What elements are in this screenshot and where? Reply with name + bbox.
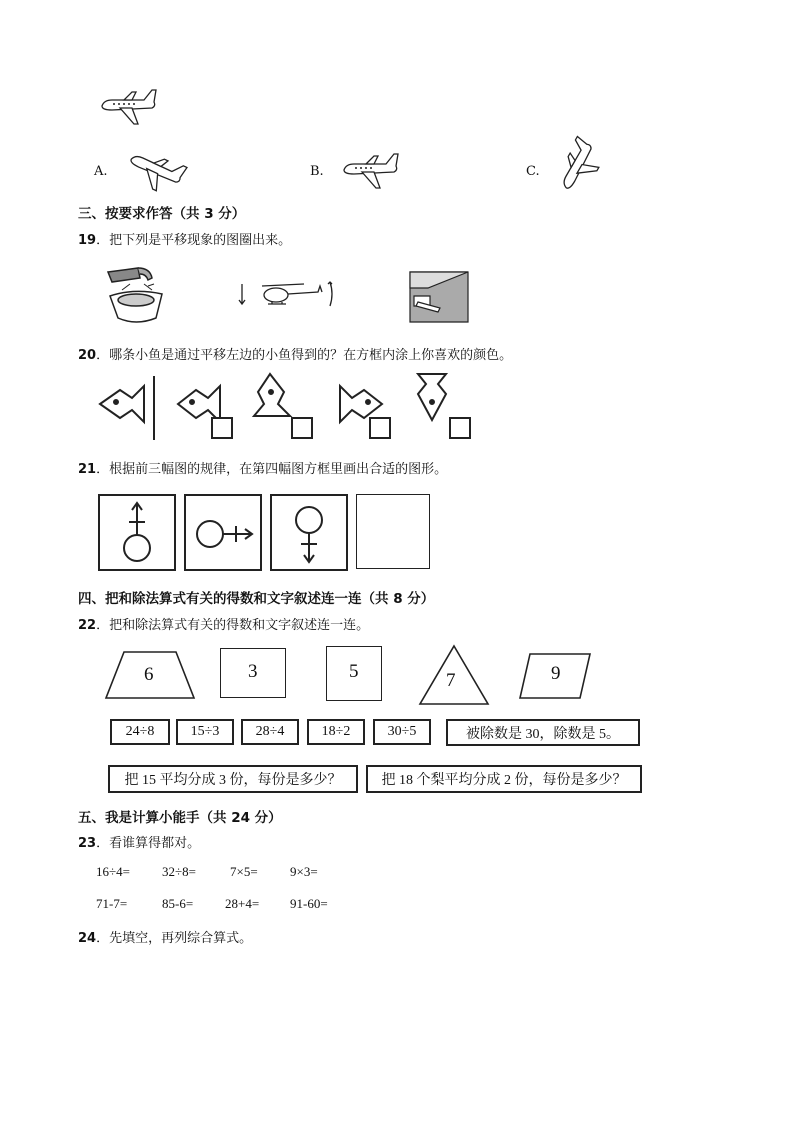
calc-1-1[interactable]: 16÷4= (96, 864, 130, 879)
question-20 (78, 344, 512, 363)
question-24-number: 24 (78, 931, 97, 946)
answer-shape-square-1-value: 3 (248, 661, 258, 682)
fish-option-4 (418, 374, 470, 438)
sink-faucet-image[interactable] (104, 262, 172, 328)
calc-2-1[interactable]: 71-7= (96, 896, 128, 911)
pattern-box-1 (98, 494, 176, 571)
drawer-image[interactable] (406, 268, 472, 324)
option-b-airplane-image[interactable] (340, 150, 400, 192)
question-19-text: ．把下列是平移现象的图圈出来。 (96, 233, 292, 248)
question-23 (78, 832, 200, 851)
question-20-text: ．哪条小鱼是通过平移左边的小鱼得到的？在方框内涂上你喜欢的颜色。 (96, 348, 513, 363)
question-20-number: 20 (78, 348, 97, 363)
option-c-airplane-image[interactable] (556, 140, 604, 196)
answer-shape-triangle-value: 7 (446, 670, 456, 691)
statement-box-2[interactable]: 把 15 平均分成 3 份，每份是多少？ (108, 765, 358, 793)
question-21 (78, 458, 447, 477)
option-c-label: C. (526, 164, 540, 179)
helicopter-image[interactable] (238, 278, 342, 312)
pattern-box-3 (270, 494, 348, 571)
calc-1-3[interactable]: 7×5= (230, 864, 258, 879)
question-21-text: ．根据前三幅图的规律，在第四幅图方框里画出合适的图形。 (96, 462, 448, 477)
question-22-number: 22 (78, 618, 97, 633)
expression-box-4[interactable]: 18÷2 (307, 719, 365, 745)
answer-shape-parallelogram-value: 9 (551, 663, 561, 684)
question-19-number: 19 (78, 233, 97, 248)
calc-1-2[interactable]: 32÷8= (162, 864, 196, 879)
statement-box-3[interactable]: 把 18 个梨平均分成 2 份，每份是多少？ (366, 765, 642, 793)
option-b-label: B. (310, 164, 324, 179)
question-23-text: ．看谁算得都对。 (96, 836, 201, 851)
fish-option-1 (178, 386, 232, 438)
section-4-title: 四、把和除法算式有关的得数和文字叙述连一连（共 8 分） (78, 591, 435, 607)
reference-fish (100, 376, 154, 440)
reference-airplane-image (98, 86, 158, 128)
calc-2-4[interactable]: 91-60= (290, 896, 328, 911)
calc-2-3[interactable]: 28+4= (225, 896, 260, 911)
fish-row (94, 370, 484, 442)
option-a-label: A. (94, 164, 108, 179)
fish-option-3 (340, 386, 390, 438)
section-3-title: 三、按要求作答（共 3 分） (78, 206, 246, 222)
option-b[interactable] (310, 160, 324, 179)
question-23-number: 23 (78, 836, 97, 851)
question-19 (78, 229, 291, 248)
section-5-title: 五、我是计算小能手（共 24 分） (78, 810, 282, 826)
question-24 (78, 927, 252, 946)
expression-box-3[interactable]: 28÷4 (241, 719, 299, 745)
answer-shape-square-2-value: 5 (349, 661, 359, 682)
question-24-text: ．先填空，再列综合算式。 (96, 931, 253, 946)
question-22-text: ．把和除法算式有关的得数和文字叙述连一连。 (96, 618, 370, 633)
calc-1-4[interactable]: 9×3= (290, 864, 318, 879)
calc-2-2[interactable]: 85-6= (162, 896, 194, 911)
option-a-airplane-image[interactable] (124, 148, 184, 196)
answer-shape-trapezoid-value: 6 (144, 664, 154, 685)
question-22 (78, 614, 369, 633)
pattern-box-2 (184, 494, 262, 571)
option-c[interactable] (526, 160, 540, 179)
expression-box-5[interactable]: 30÷5 (373, 719, 431, 745)
question-21-number: 21 (78, 462, 97, 477)
expression-box-1[interactable]: 24÷8 (110, 719, 170, 745)
statement-box-1[interactable]: 被除数是 30，除数是 5。 (446, 719, 640, 746)
expression-box-2[interactable]: 15÷3 (176, 719, 234, 745)
pattern-answer-box[interactable] (356, 494, 430, 569)
fish-option-2 (254, 374, 312, 438)
option-a[interactable] (94, 160, 108, 179)
